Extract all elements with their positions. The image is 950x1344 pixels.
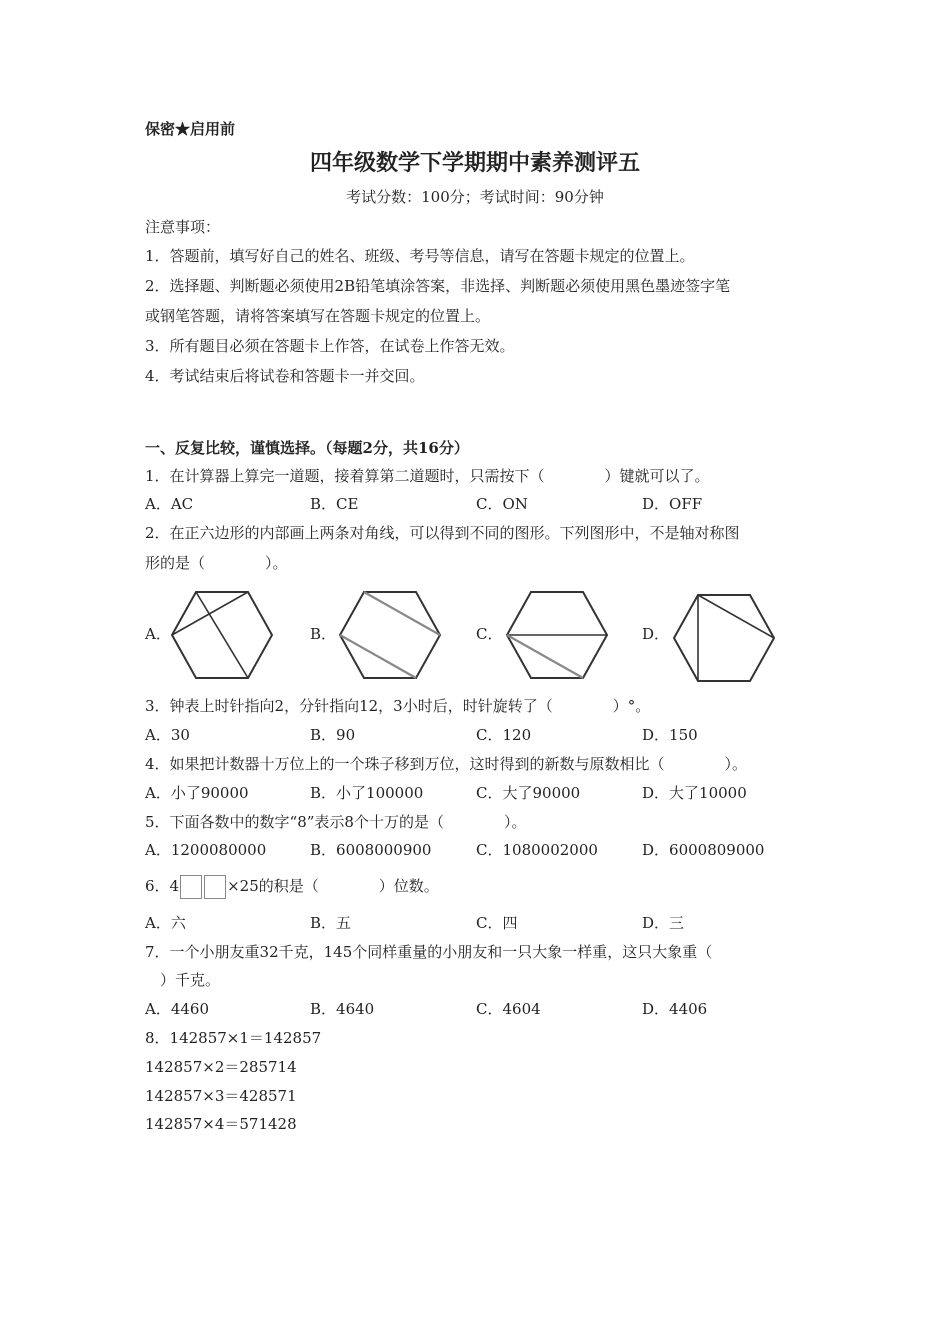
- q7-option-a: A．4460: [145, 1000, 210, 1018]
- q6-option-d: D．三: [642, 914, 685, 932]
- q3-option-b: B．90: [310, 726, 356, 744]
- question-5: 5．下面各数中的数字“8”表示8个十万的是（ ）。: [145, 813, 527, 831]
- q8-equation: 142857×4＝571428: [145, 1115, 297, 1133]
- q7-option-d: D．4406: [642, 1000, 708, 1018]
- notice-item: 1．答题前，填写好自己的姓名、班级、考号等信息，请写在答题卡规定的位置上。: [145, 247, 695, 265]
- q4-option-d: D．大了10000: [642, 784, 747, 802]
- question-7-cont: ）千克。: [145, 971, 221, 989]
- section-heading: 一、反复比较，谨慎选择。（每题2分，共16分）: [145, 439, 469, 457]
- question-1: 1．在计算器上算完一道题，接着算第二道题时，只需按下（ ）键就可以了。: [145, 467, 710, 485]
- q3-option-d: D．150: [642, 726, 698, 744]
- q5-option-d: D．6000809000: [642, 841, 765, 859]
- q5-option-c: C．1080002000: [476, 841, 598, 859]
- question-7: 7．一个小朋友重32千克，145个同样重量的小朋友和一只大象一样重，这只大象重（: [145, 943, 713, 961]
- notice-item: 3．所有题目必须在答题卡上作答，在试卷上作答无效。: [145, 337, 515, 355]
- q5-option-b: B．6008000900: [310, 841, 432, 859]
- q6-option-b: B．五: [310, 914, 352, 932]
- exam-info: 考试分数：100分；考试时间：90分钟: [346, 188, 604, 206]
- q4-option-a: A．小了90000: [145, 784, 249, 802]
- q6-blank-box: [180, 875, 202, 899]
- q4-option-b: B．小了100000: [310, 784, 424, 802]
- q6-option-c: C．四: [476, 914, 518, 932]
- q6-suffix: ×25的积是（ ）位数。: [227, 877, 439, 895]
- q6-blank-box: [204, 875, 226, 899]
- question-3: 3．钟表上时针指向2，分针指向12，3小时后，时针旋转了（ ）°。: [145, 697, 651, 715]
- q7-option-b: B．4640: [310, 1000, 375, 1018]
- hexagon-figure-b: [338, 590, 442, 680]
- q2-option-a: A．: [145, 625, 171, 643]
- q5-option-a: A．1200080000: [145, 841, 267, 859]
- q2-option-c: C．: [476, 625, 503, 643]
- page-title: 四年级数学下学期期中素养测评五: [309, 150, 640, 176]
- q1-option-c: C．ON: [476, 495, 528, 513]
- question-8: 8．142857×1＝142857: [145, 1029, 322, 1047]
- q8-equation: 142857×2＝285714: [145, 1058, 297, 1076]
- hexagon-figure-c: [505, 590, 609, 680]
- q6-prefix: 6．4: [145, 877, 180, 895]
- secret-label: 保密★启用前: [145, 120, 236, 138]
- q2-option-b: B．: [310, 625, 337, 643]
- q3-option-a: A．30: [145, 726, 190, 744]
- notice-item: 或钢笔答题，请将答案填写在答题卡规定的位置上。: [145, 307, 491, 325]
- question-6: [145, 875, 439, 899]
- q7-option-c: C．4604: [476, 1000, 541, 1018]
- q8-equation: 142857×3＝428571: [145, 1087, 297, 1105]
- q1-option-d: D．OFF: [642, 495, 703, 513]
- q1-option-b: B．CE: [310, 495, 359, 513]
- notice-heading: 注意事项：: [145, 218, 221, 236]
- question-2-cont: 形的是（ ）。: [145, 554, 288, 572]
- q4-option-c: C．大了90000: [476, 784, 581, 802]
- notice-item: 2．选择题、判断题必须使用2B铅笔填涂答案，非选择、判断题必须使用黑色墨迹签字笔: [145, 277, 731, 295]
- notice-item: 4．考试结束后将试卷和答题卡一并交回。: [145, 367, 425, 385]
- q1-option-a: A．AC: [145, 495, 194, 513]
- question-2: 2．在正六边形的内部画上两条对角线，可以得到不同的图形。下列图形中，不是轴对称图: [145, 524, 740, 542]
- question-4: 4．如果把计数器十万位上的一个珠子移到万位，这时得到的新数与原数相比（ ）。: [145, 755, 748, 773]
- q3-option-c: C．120: [476, 726, 532, 744]
- hexagon-figure-a: [170, 590, 274, 680]
- q2-option-d: D．: [642, 625, 670, 643]
- q6-option-a: A．六: [145, 914, 186, 932]
- hexagon-figure-d: [672, 593, 776, 683]
